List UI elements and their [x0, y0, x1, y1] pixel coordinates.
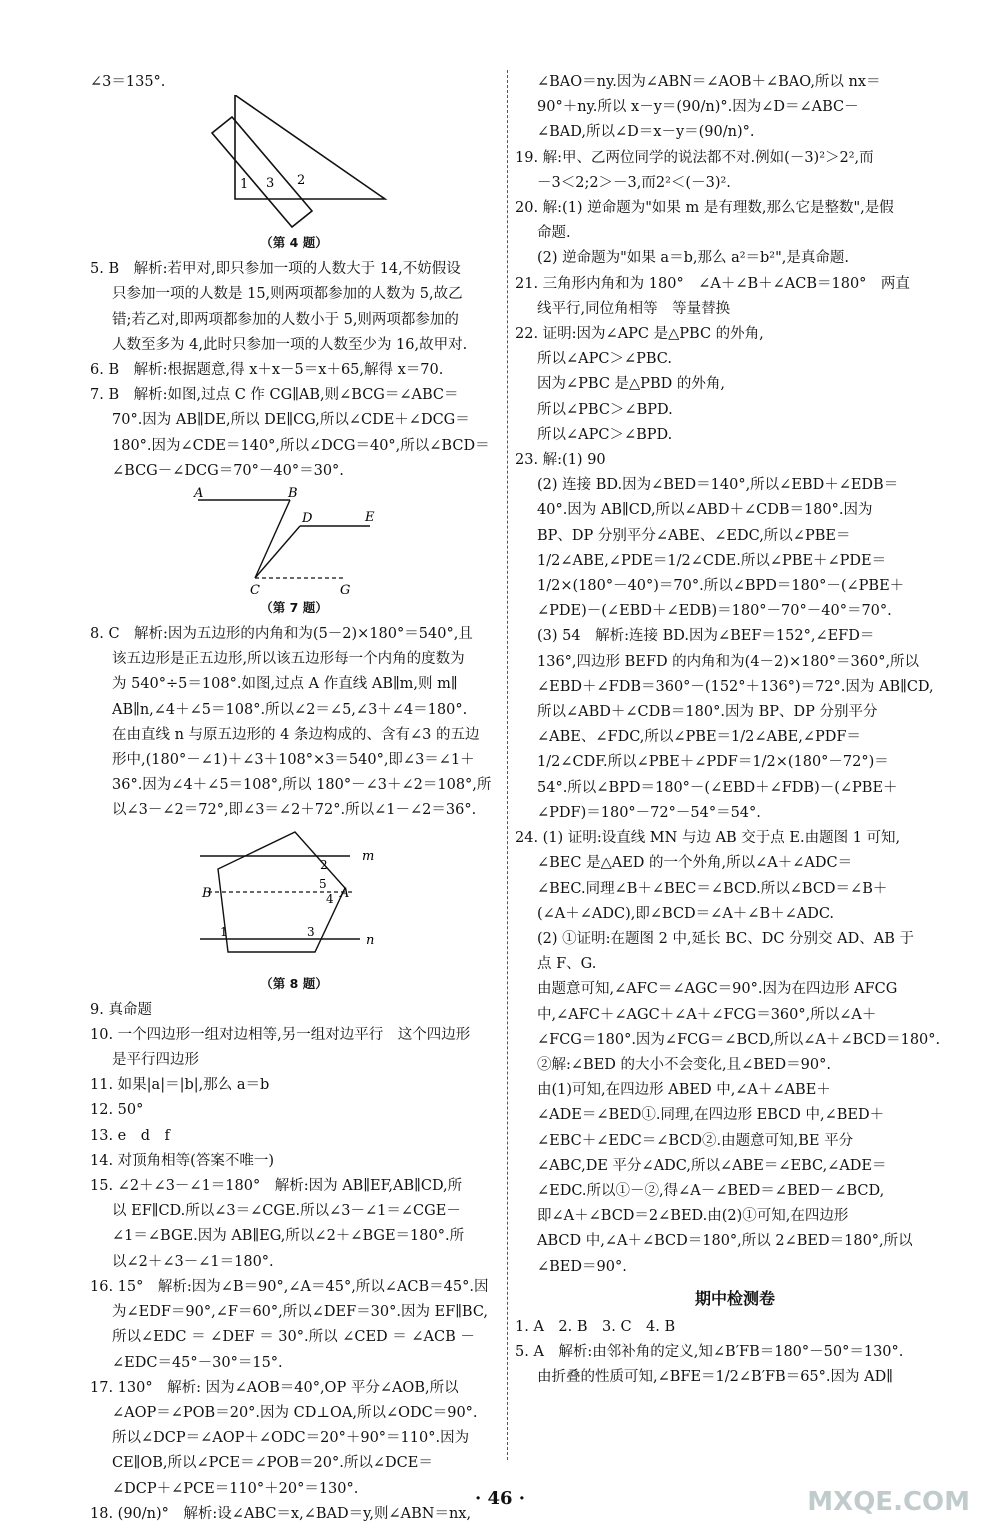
figure-8-caption: （第 8 题） — [260, 975, 328, 991]
answer-line: 90°＋ny.所以 x－y＝(90/n)°.因为∠D＝∠ABC－ — [537, 99, 859, 116]
answer-line: ∠ABC,DE 平分∠ADC,所以∠ABE＝∠EBC,∠ADE＝ — [537, 1157, 887, 1174]
answer-line: ∠EDC＝45°－30°＝15°. — [112, 1354, 283, 1371]
section-title: 期中检测卷 — [694, 1288, 775, 1308]
answer-line: 8. C 解析:因为五边形的内角和为(5－2)×180°＝540°,且 — [90, 626, 473, 643]
answer-line: ∠ABE、∠FDC,所以∠PBE＝1/2∠ABE,∠PDF＝ — [537, 729, 861, 746]
answer-line: 15. ∠2＋∠3－∠1＝180° 解析:因为 AB∥EF,AB∥CD,所 — [90, 1178, 463, 1195]
fig4-label-2: 2 — [297, 173, 306, 189]
answer-line: 在由直线 n 与原五边形的 4 条边构成的、含有∠3 的五边 — [112, 726, 480, 743]
answer-line: 19. 解:甲、乙两位同学的说法都不对.例如(－3)²＞2²,而 — [515, 149, 874, 166]
answer-line: 所以∠DCP＝∠AOP＋∠ODC＝20°＋90°＝110°.因为 — [112, 1430, 470, 1447]
answer-line: 1/2∠CDF.所以∠PBE＋∠PDF＝1/2×(180°－72°)＝ — [537, 754, 889, 771]
answer-line: 5. B 解析:若甲对,即只参加一项的人数大于 14,不妨假设 — [90, 261, 461, 278]
answer-line: ∠3＝135°. — [90, 74, 166, 90]
answer-line: 40°.因为 AB∥CD,所以∠ABD＋∠CDB＝180°.因为 — [537, 502, 873, 519]
fig8-label-A: A — [340, 885, 350, 901]
answer-line: 只参加一项的人数是 15,则两项都参加的人数为 5,故乙 — [112, 286, 463, 303]
answer-line: 180°.因为∠CDE＝140°,所以∠DCG＝40°,所以∠BCD＝ — [112, 437, 490, 454]
answer-line: ∠EBD＋∠FDB＝360°－(152°＋136°)＝72°.因为 AB∥CD, — [537, 678, 934, 695]
answer-line: 1. A 2. B 3. C 4. B — [515, 1318, 676, 1335]
answer-line: －3＜2;2＞－3,而2²＜(－3)². — [537, 174, 731, 191]
answer-line: 16. 15° 解析:因为∠B＝90°,∠A＝45°,所以∠ACB＝45°.因 — [90, 1278, 489, 1295]
figure-7 — [90, 484, 498, 598]
answer-line: (2) 连接 BD.因为∠BED＝140°,所以∠EBD＋∠EDB＝ — [537, 477, 899, 494]
answer-line: 由折叠的性质可知,∠BFE＝1/2∠B′FB＝65°.因为 AD∥ — [537, 1369, 893, 1386]
answer-line: ∠BCG－∠DCG＝70°－40°＝30°. — [112, 462, 344, 479]
fig7-label-G: G — [340, 583, 351, 599]
figure-4-diagram — [90, 95, 498, 233]
answer-line: 所以∠PBC＞∠BPD. — [537, 401, 673, 418]
answer-line: 由(1)可知,在四边形 ABED 中,∠A＋∠ABE＋ — [537, 1082, 831, 1099]
answer-line: (2) ①证明:在题图 2 中,延长 BC、DC 分别交 AD、AB 于 — [537, 930, 914, 947]
answer-line: 13. e d f — [90, 1127, 170, 1144]
answer-line: ∠AOP＝∠POB＝20°.因为 CD⊥OA,所以∠ODC＝90°. — [112, 1404, 478, 1421]
page-number: · 46 · — [474, 1488, 526, 1509]
answer-line: 所以∠APC＞∠BPD. — [537, 426, 673, 443]
fig8-label-4: 4 — [326, 891, 334, 906]
answer-line: (2) 逆命题为"如果 a＝b,那么 a²＝b²",是真命题. — [537, 250, 850, 267]
answer-line: ABCD 中,∠A＋∠BCD＝180°,所以 2∠BED＝180°,所以 — [537, 1233, 913, 1250]
fig8-label-B: B — [202, 885, 212, 901]
fig7-label-A: A — [194, 486, 204, 502]
answer-line: 70°.因为 AB∥DE,所以 DE∥CG,所以∠CDE＋∠DCG＝ — [112, 412, 470, 429]
answer-line: (3) 54 解析:连接 BD.因为∠BEF＝152°,∠EFD＝ — [537, 628, 875, 645]
left-column — [90, 70, 498, 1527]
answer-line: ∠ADE＝∠BED①.同理,在四边形 EBCD 中,∠BED＋ — [537, 1107, 885, 1124]
answer-line: 36°.因为∠4＋∠5＝108°,所以 180°－∠3＋∠2＝108°,所 — [112, 777, 492, 794]
fig8-label-5: 5 — [319, 876, 327, 891]
answer-line: 以 EF∥CD.所以∠3＝∠CGE.所以∠3－∠1＝∠CGE－ — [112, 1203, 461, 1220]
answer-line: ∠BAO＝ny.因为∠ABN＝∠AOB＋∠BAO,所以 nx＝ — [537, 74, 881, 90]
answer-line: 23. 解:(1) 90 — [515, 452, 606, 469]
watermark: MXQE.COM — [807, 1487, 970, 1517]
answer-line: AB∥n,∠4＋∠5＝108°.所以∠2＝∠5,∠3＋∠4＝180°. — [112, 701, 468, 718]
answer-line: 形中,(180°－∠1)＋∠3＋108°×3＝540°,即∠3＝∠1＋ — [112, 752, 475, 769]
answer-line: 点 F、G. — [537, 956, 597, 973]
answer-line: ∠BEC 是△AED 的一个外角,所以∠A＋∠ADC＝ — [537, 855, 853, 872]
answer-line: 错;若乙对,即两项都参加的人数小于 5,则两项都参加的 — [112, 311, 459, 328]
answer-line: 因为∠PBC 是△PBD 的外角, — [537, 376, 725, 393]
answer-line: 12. 50° — [90, 1102, 144, 1119]
answer-line: ∠EBC＋∠EDC＝∠BCD②.由题意可知,BE 平分 — [537, 1132, 854, 1149]
answer-line: 为∠EDF＝90°,∠F＝60°,所以∠DEF＝30°.因为 EF∥BC, — [112, 1304, 489, 1321]
fig7-label-B: B — [288, 486, 298, 502]
figure-7-caption: （第 7 题） — [260, 600, 328, 616]
fig4-label-1: 1 — [240, 177, 249, 193]
answer-line: BP、DP 分别平分∠ABE、∠EDC,所以∠PBE＝ — [537, 527, 851, 544]
answer-line: ∠BED＝90°. — [537, 1258, 627, 1275]
answer-line: 中,∠AFC＋∠AGC＋∠A＋∠FCG＝360°,所以∠A＋ — [537, 1006, 877, 1023]
fig8-label-m: m — [362, 848, 375, 864]
answer-line: (∠A＋∠ADC),即∠BCD＝∠A＋∠B＋∠ADC. — [537, 905, 835, 922]
answer-line: ∠BEC.同理∠B＋∠BEC＝∠BCD.所以∠BCD＝∠B＋ — [537, 880, 888, 897]
answer-line: 7. B 解析:如图,过点 C 作 CG∥AB,则∠BCG＝∠ABC＝ — [90, 387, 459, 404]
answer-line: 该五边形是正五边形,所以该五边形每一个内角的度数为 — [112, 651, 465, 668]
answer-line: 1/2×(180°－40°)＝70°.所以∠BPD＝180°－(∠PBE＋ — [537, 578, 905, 595]
answer-line: 所以∠APC＞∠PBC. — [537, 351, 672, 368]
answer-line: CE∥OB,所以∠PCE＝∠POB＝20°.所以∠DCE＝ — [112, 1455, 433, 1472]
right-column — [515, 70, 955, 1390]
answer-line: 所以∠EDC ＝ ∠DEF ＝ 30°.所以 ∠CED ＝ ∠ACB － — [112, 1329, 475, 1346]
answer-line: 17. 130° 解析: 因为∠AOB＝40°,OP 平分∠AOB,所以 — [90, 1379, 459, 1396]
fig4-label-3: 3 — [266, 176, 275, 192]
answer-line: ∠1＝∠BGE.因为 AB∥EG,所以∠2＋∠BGE＝180°.所 — [112, 1228, 465, 1245]
figure-4 — [90, 95, 498, 233]
answer-line: 11. 如果|a|＝|b|,那么 a＝b — [90, 1077, 270, 1094]
answer-line: 14. 对顶角相等(答案不唯一) — [90, 1152, 274, 1169]
answer-line: 6. B 解析:根据题意,得 x＋x－5＝x＋65,解得 x＝70. — [90, 362, 444, 379]
answer-line: ∠FCG＝180°.因为∠FCG＝∠BCD,所以∠A＋∠BCD＝180°. — [537, 1031, 941, 1048]
answer-line: 10. 一个四边形一组对边相等,另一组对边平行 这个四边形 — [90, 1026, 471, 1043]
figure-8 — [90, 824, 498, 974]
fig8-label-2: 2 — [320, 857, 328, 872]
figure-7-diagram — [90, 484, 498, 598]
answer-line: 命题. — [537, 225, 571, 242]
answer-line: 人数至多为 4,此时只参加一项的人数至少为 16,故甲对. — [112, 336, 468, 353]
answer-line: ∠PDF)＝180°－72°－54°＝54°. — [537, 804, 761, 821]
answer-line: ∠BAD,所以∠D＝x－y＝(90/n)°. — [537, 124, 755, 141]
answer-line: 1/2∠ABE,∠PDE＝1/2∠CDE.所以∠PBE＋∠PDE＝ — [537, 552, 887, 569]
answer-line: 5. A 解析:由邻补角的定义,知∠B′FB＝180°－50°＝130°. — [515, 1343, 904, 1360]
answer-line: ②解:∠BED 的大小不会变化,且∠BED＝90°. — [537, 1056, 831, 1073]
answer-line: 54°.所以∠BPD＝180°－(∠EBD＋∠FDB)－(∠PBE＋ — [537, 779, 898, 796]
answer-line: 所以∠ABD＋∠CDB＝180°.因为 BP、DP 分别平分 — [537, 704, 878, 721]
answer-line: 136°,四边形 BEFD 的内角和为(4－2)×180°＝360°,所以 — [537, 653, 920, 670]
fig8-label-1: 1 — [220, 924, 228, 939]
answer-line: 24. (1) 证明:设直线 MN 与边 AB 交于点 E.由题图 1 可知, — [515, 830, 901, 847]
fig7-label-E: E — [365, 510, 375, 526]
answer-line: 20. 解:(1) 逆命题为"如果 m 是有理数,那么它是整数",是假 — [515, 200, 894, 217]
answer-line: ∠EDC.所以①－②,得∠A－∠BED＝∠BED－∠BCD, — [537, 1182, 885, 1199]
figure-4-caption: （第 4 题） — [260, 235, 328, 251]
figure-8-diagram — [90, 824, 498, 974]
answer-line: 线平行,同位角相等 等量替换 — [537, 300, 731, 317]
answer-line: 是平行四边形 — [112, 1052, 199, 1069]
answer-line: 18. (90/n)° 解析:设∠ABC＝x,∠BAD＝y,则∠ABN＝nx, — [90, 1505, 472, 1522]
fig8-label-n: n — [366, 932, 375, 948]
answer-line: 以∠2＋∠3－∠1＝180°. — [112, 1253, 274, 1270]
fig7-label-D: D — [302, 511, 313, 527]
answer-line: 22. 证明:因为∠APC 是△PBC 的外角, — [515, 326, 764, 343]
column-divider — [507, 70, 508, 1460]
fig7-label-C: C — [250, 583, 260, 599]
answer-line: 为 540°÷5＝108°.如图,过点 A 作直线 AB∥m,则 m∥ — [112, 676, 458, 693]
answer-line: ∠DCP＋∠PCE＝110°＋20°＝130°. — [112, 1480, 359, 1497]
answer-line: 以∠3－∠2＝72°,即∠3＝∠2＋72°.所以∠1－∠2＝36°. — [112, 802, 477, 819]
answer-line: 即∠A＋∠BCD＝2∠BED.由(2)①可知,在四边形 — [537, 1208, 849, 1225]
answer-line: 21. 三角形内角和为 180° ∠A＋∠B＋∠ACB＝180° 两直 — [515, 275, 910, 292]
answer-line: 由题意可知,∠AFC＝∠AGC＝90°.因为在四边形 AFCG — [537, 981, 898, 998]
fig8-label-3: 3 — [307, 924, 315, 939]
answer-line: 9. 真命题 — [90, 1001, 152, 1018]
answer-line: ∠PDE)－(∠EBD＋∠EDB)＝180°－70°－40°＝70°. — [537, 603, 892, 620]
